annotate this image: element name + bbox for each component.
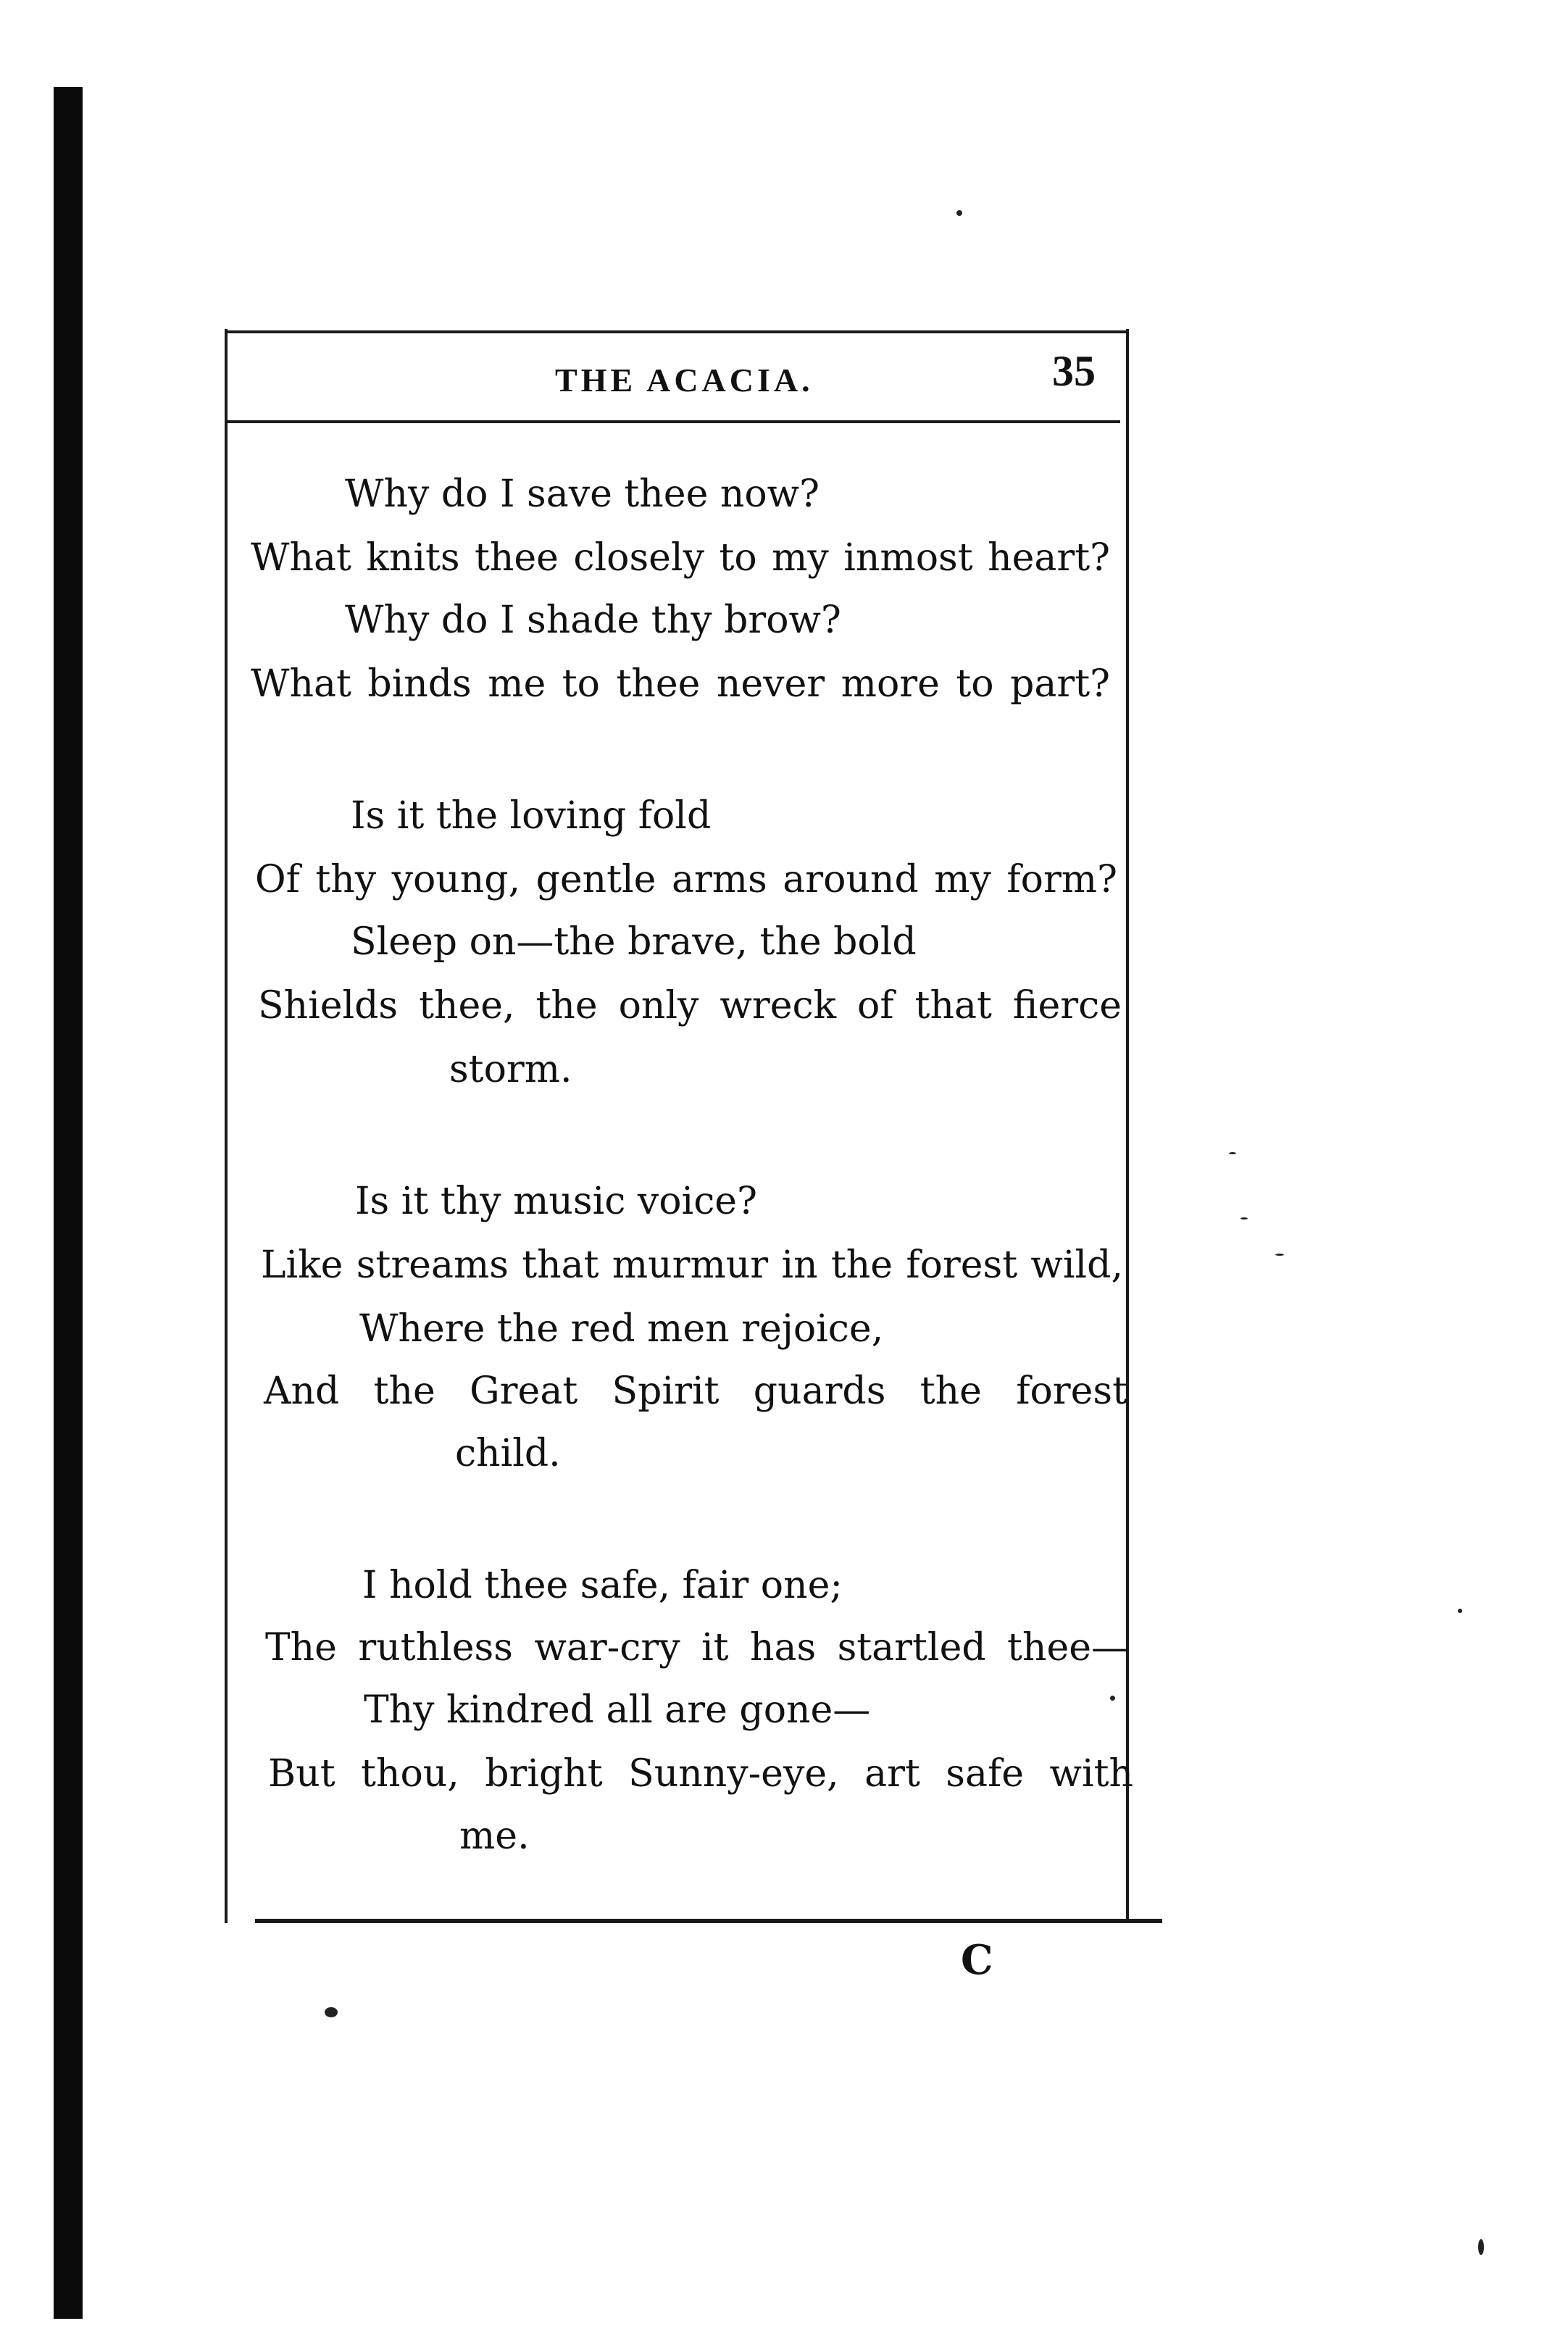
scan-speck bbox=[1229, 1152, 1236, 1154]
page-number: 35 bbox=[1052, 347, 1096, 395]
poem-line: Sleep on—the brave, the bold bbox=[351, 920, 917, 964]
scan-speck bbox=[1458, 1609, 1462, 1613]
poem-line: What knits thee closely to my inmost heart? bbox=[251, 536, 1110, 580]
poem-line: child. bbox=[455, 1432, 561, 1475]
bottom-rule bbox=[255, 1919, 1162, 1923]
scan-speck bbox=[1478, 2239, 1484, 2255]
scan-speck bbox=[1110, 1696, 1115, 1701]
poem-line: And the Great Spirit guards the forest bbox=[264, 1370, 1127, 1413]
poem-line: Thy kindred all are gone— bbox=[364, 1688, 871, 1732]
poem-line: Why do I shade thy brow? bbox=[345, 599, 841, 642]
scan-speck bbox=[325, 2007, 338, 2017]
poem-line: Where the red men rejoice, bbox=[359, 1307, 884, 1351]
scan-speck bbox=[1275, 1254, 1284, 1256]
poem-line: But thou, bright Sunny-eye, art safe with bbox=[268, 1752, 1133, 1796]
poem-line: Like streams that murmur in the forest wild, bbox=[261, 1243, 1123, 1287]
poem-line: Of thy young, gentle arms around my form? bbox=[255, 858, 1117, 901]
poem-line: Is it thy music voice? bbox=[355, 1180, 757, 1223]
poem-line: Why do I save thee now? bbox=[345, 472, 820, 516]
poem-line: I hold thee safe, fair one; bbox=[362, 1564, 843, 1607]
header-rule bbox=[228, 420, 1120, 423]
binding-edge bbox=[54, 87, 83, 2319]
scan-speck bbox=[956, 210, 962, 216]
top-rule bbox=[226, 330, 1129, 333]
poem-line: What binds me to thee never more to part? bbox=[251, 662, 1110, 706]
poem-line: The ruthless war-cry it has startled thee— bbox=[265, 1626, 1129, 1670]
poem-line: storm. bbox=[449, 1048, 572, 1091]
poem-line: Shields thee, the only wreck of that fierce bbox=[258, 984, 1122, 1028]
signature-mark: C bbox=[961, 1936, 993, 1984]
running-head: THE ACACIA. bbox=[555, 362, 814, 399]
poem-line: me. bbox=[459, 1814, 530, 1858]
scan-speck bbox=[1240, 1217, 1248, 1220]
poem-line: Is it the loving fold bbox=[351, 794, 712, 838]
